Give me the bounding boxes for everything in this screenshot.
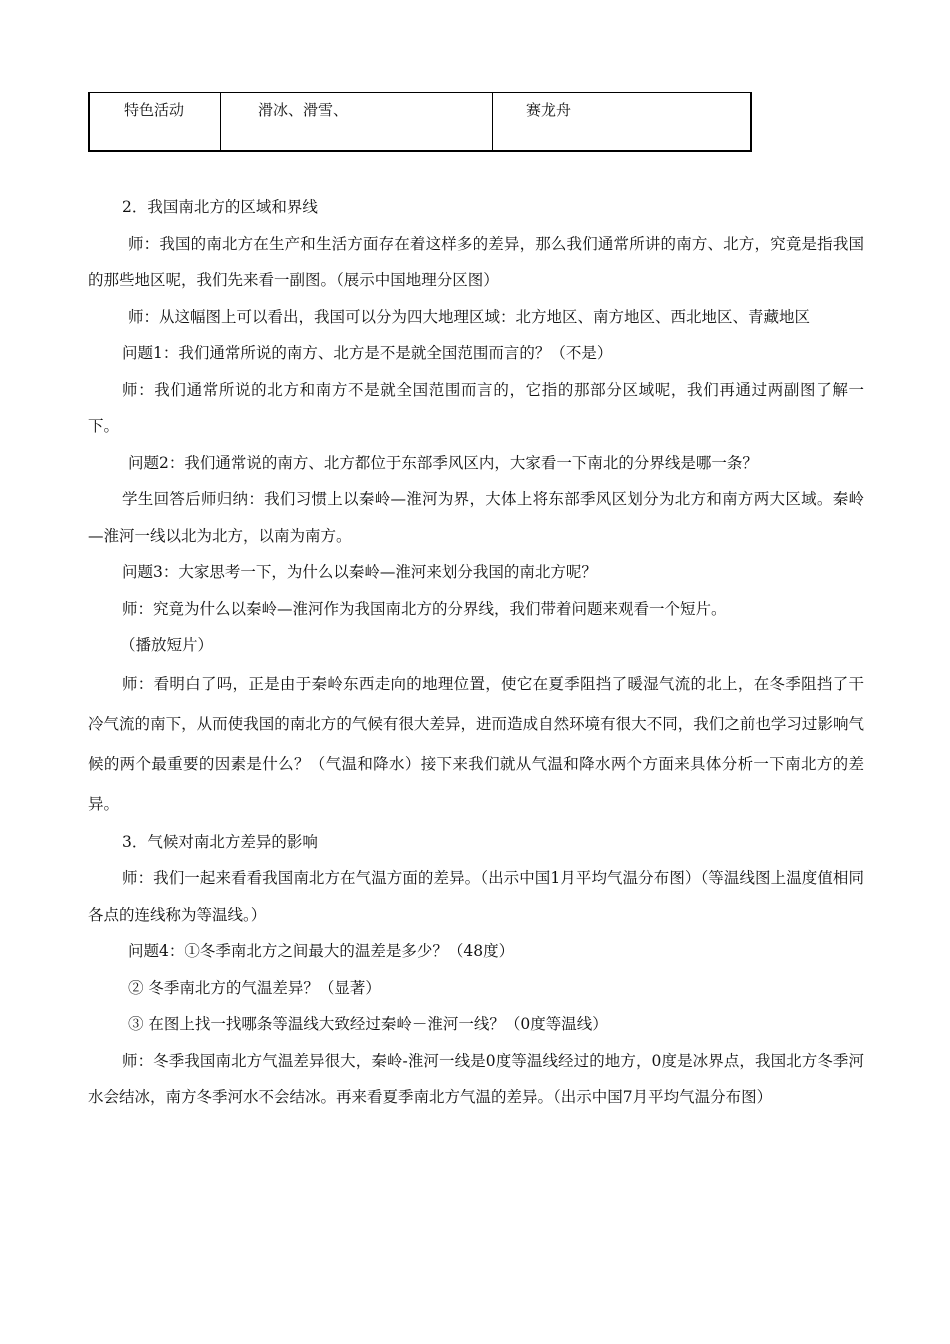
- question-4-item-3: ③ 在图上找一找哪条等温线大致经过秦岭－淮河一线？（0度等温线）: [128, 1015, 608, 1033]
- paragraph: 师：我们通常所说的北方和南方不是就全国范围而言的，它指的那部分区域呢，我们再通过两副图了解一下。: [88, 380, 864, 435]
- section-heading-3: 3．气候对南北方差异的影响: [122, 832, 318, 851]
- comparison-table-row: [88, 92, 752, 152]
- table-cell-north: 滑冰、滑雪、: [221, 93, 493, 150]
- question-1: 问题1：我们通常所说的南方、北方是不是就全国范围而言的？（不是）: [122, 344, 613, 362]
- question-2: 问题2：我们通常说的南方、北方都位于东部季风区内，大家看一下南北的分界线是哪一条？: [128, 453, 758, 472]
- question-4: 问题4：①冬季南北方之间最大的温差是多少？（48度）: [128, 942, 515, 960]
- paragraph: 学生回答后师归纳：我们习惯上以秦岭—淮河为界，大体上将东部季风区划分为北方和南方两大区域。秦岭—淮河一线以北为北方，以南为南方。: [88, 490, 864, 545]
- paragraph: 师：从这幅图上可以看出，我国可以分为四大地理区域：北方地区、南方地区、西北地区、青藏地区: [128, 307, 811, 326]
- paragraph: 师：看明白了吗，正是由于秦岭东西走向的地理位置，使它在夏季阻挡了暖湿气流的北上，在冬季阻挡了干冷气流的南下，从而使我国的南北方的气候有很大差异，进而造成自然环境有很大不同，我们之前也学习过影响气候的两个最重要的因素是什么？（气温和降水）接下来我们就从气温和降水两个方面来具体分析一下南北方的差异。: [88, 674, 864, 813]
- paragraph: （播放短片）: [120, 636, 214, 654]
- table-cell-south: 赛龙舟: [526, 101, 572, 119]
- question-3: 问题3：大家思考一下，为什么以秦岭—淮河来划分我国的南北方呢？: [122, 563, 597, 581]
- paragraph: 师：我们一起来看看我国南北方在气温方面的差异。（出示中国1月平均气温分布图）（等温线图上温度值相同各点的连线称为等温线。）: [88, 869, 864, 924]
- table-cell-label: 特色活动: [90, 93, 221, 150]
- question-4-item-2: ② 冬季南北方的气温差异？（显著）: [128, 978, 381, 997]
- paragraph: 师：究竟为什么以秦岭—淮河作为我国南北方的分界线，我们带着问题来观看一个短片。: [122, 599, 727, 618]
- section-heading-2: 2．我国南北方的区域和界线: [122, 198, 318, 216]
- paragraph: 师：我国的南北方在生产和生活方面存在着这样多的差异，那么我们通常所讲的南方、北方，究竟是指我国的那些地区呢，我们先来看一副图。（展示中国地理分区图）: [88, 234, 864, 289]
- paragraph: 师：冬季我国南北方气温差异很大，秦岭-淮河一线是0度等温线经过的地方，0度是冰界点，我国北方冬季河水会结冰，南方冬季河水不会结冰。再来看夏季南北方气温的差异。（出示中国7月平均气温分布图）: [88, 1051, 864, 1106]
- document-body: [88, 189, 864, 1116]
